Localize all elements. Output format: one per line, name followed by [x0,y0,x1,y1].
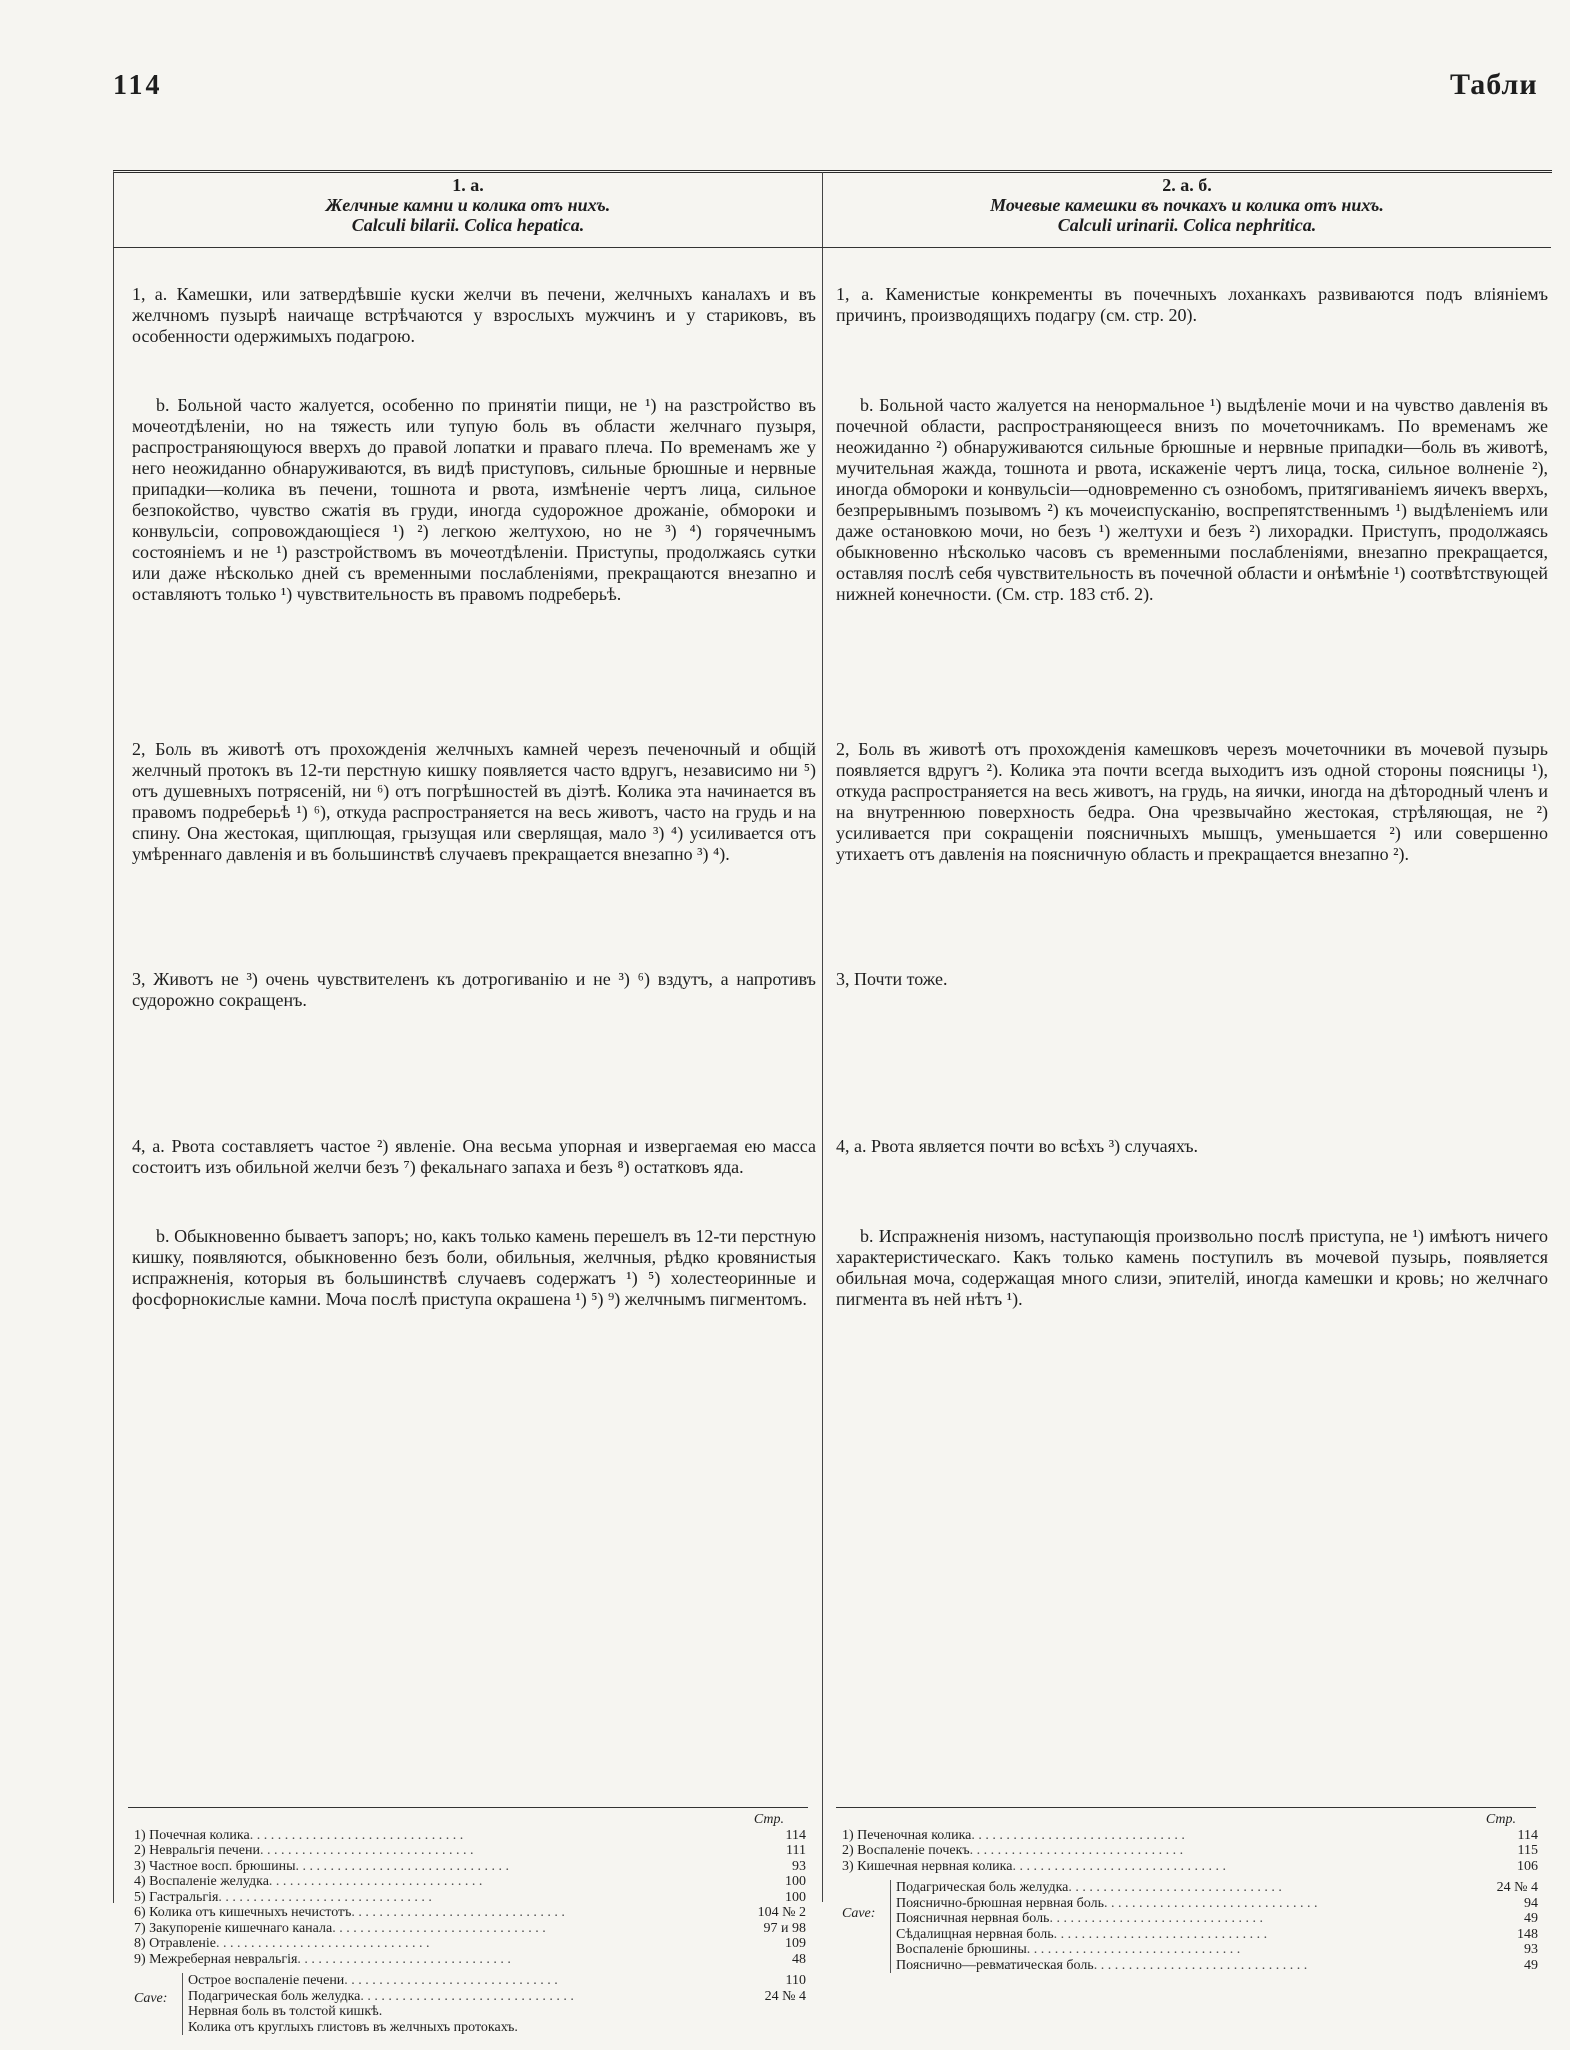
cave-item-page: 24 № 4 [1496,1880,1538,1895]
column-1-title-lat: Calculi bilarii. Colica hepatica. [351,215,585,235]
col1-para-4a: 4, а. Рвота составляетъ частое ²) явленіе. Она весьма упорная и извергаемая ею масса состоитъ изъ обильной желчи безъ ⁷) фекальнаго запаха и безъ ⁸) остатковъ яда. [132,1136,816,1177]
column-2-number: 2. а. б. [1162,175,1212,195]
col2-para-4a: 4, а. Рвота является почти во всѣхъ ³) случаяхъ. [836,1136,1199,1156]
ref-row [134,1936,806,1952]
col2-para-1b: b. Больной часто жалуется на ненормальное ¹) выдѣленіе мочи и на чувство давленія въ почечной области, распространяющееся внизъ по мочеточникамъ. По временамъ же неожиданно ²) обнаруживаются сильные брюшные и нервные припадки—боль въ животѣ, мучительная жажда, тошнота и рвота, искаженіе чертъ лица, тоска, сильное волненіе ²), иногда обмороки и конвульсіи—одновременно съ ознобомъ, притягиваніемъ яичекъ вверхъ, безпрерывнымъ позывомъ ²) къ мочеиспусканію, воспрепятственнымъ ¹) выдѣленіемъ или даже остановкою мочи, но безъ ¹) желтухи и безъ ²) лихорадки. Приступъ, продолжаясь обыкновенно нѣсколько часовъ съ временными послабленіями, внезапно прекращается, оставляя послѣ себя чувствительность въ почечной области и онѣмѣніе ¹) соотвѣтствующей нижней конечности. (См. стр. 183 стб. 2). [836,395,1548,604]
cave-item-label: Поясничная нервная боль [896,1911,1050,1926]
cave-item-page: 93 [1524,1942,1538,1957]
cave-row [188,1973,806,1989]
ref-page: 109 [785,1936,806,1951]
column-1-number: 1. а. [452,175,484,195]
col2-refs-header: Стр. [1485,1812,1516,1827]
ref-label: 2) Невральгія печени [134,1843,260,1858]
ref-row [842,1828,1538,1844]
ref-page: 106 [1517,1858,1538,1874]
cave-item-label: Пояснично-брюшная нервная боль [896,1895,1104,1911]
cave-list [890,1880,1538,1973]
col2-references [842,1812,1538,1973]
col2-cave [842,1880,1538,1973]
column-1-header [118,175,818,245]
ref-page: 100 [785,1889,806,1905]
cave-item-label: Подагрическая боль желудка [896,1880,1069,1895]
cave-item-page: 24 № 4 [764,1988,806,2004]
col2-para-3: 3, Почти тоже. [836,969,948,989]
ref-page: 114 [1517,1827,1538,1843]
cave-row [188,2004,806,2020]
cave-row [896,1880,1538,1896]
running-title: Табли [1450,68,1538,101]
cave-item-label: Пояснично—ревматическая боль [896,1957,1094,1973]
cave-item-label: Нервная боль въ толстой кишкѣ. [188,2004,383,2019]
col1-refs-rule [128,1807,808,1808]
cave-item-label: Воспаленіе брюшины [896,1942,1027,1957]
column-2-header [828,175,1546,245]
ref-row [134,1890,806,1906]
ref-page: 48 [792,1951,806,1967]
ref-page: 93 [792,1858,806,1874]
col1-references [134,1812,806,2035]
ref-row [134,1859,806,1875]
ref-row [842,1843,1538,1859]
ref-label: 2) Воспаленіе почекъ [842,1843,970,1858]
cave-row [188,1989,806,2005]
col2-refs-rule [836,1807,1536,1808]
cave-label: Cave: [134,1991,168,2006]
cave-row [896,1927,1538,1943]
cave-item-page: 94 [1524,1895,1538,1911]
cave-row [896,1911,1538,1927]
col2-para-2: 2, Боль въ животѣ отъ прохожденія камешковъ черезъ мочеточники въ мочевой пузырь появляется вдругъ ²). Колика эта почти всегда выходитъ изъ одной стороны поясницы ¹), откуда распространяется на весь животъ, на грудь, на яички, иногда на дѣтородный членъ и на внутреннюю поверхность бедра. Она чрезвычайно жестокая, стрѣляющая, не ²) усиливается при сокращеніи поясничныхъ мышцъ, уменьшается ²) или совершенно утихаетъ отъ давленія на поясничную область и прекращается внезапно ²). [836,739,1548,864]
cave-item-page: 148 [1517,1926,1538,1942]
cave-item-label: Подагрическая боль желудка [188,1988,361,2004]
ref-label: 6) Колика отъ кишечныхъ нечистотъ [134,1905,352,1920]
cave-label: Cave: [842,1906,876,1921]
ref-page: 97 и 98 [763,1920,806,1936]
ref-label: 8) Отравленіе [134,1936,216,1951]
column-2-title-ru: Мочевые камешки въ почкахъ и колика отъ нихъ. [990,195,1384,215]
ref-row [842,1859,1538,1875]
col1-para-1a: 1, а. Камешки, или затвердѣвшіе куски желчи въ печени, желчныхъ каналахъ и въ желчномъ пузырѣ наичаще встрѣчаются у взрослыхъ мужчинъ и у стариковъ, въ особенности одержимыхъ подагрою. [132,284,816,346]
cave-list [182,1973,806,2035]
cave-item-label: Острое воспаленіе печени [188,1973,345,1988]
ref-label: 1) Печеночная колика [842,1827,972,1843]
cave-row [896,1896,1538,1912]
ref-row [134,1874,806,1890]
ref-page: 111 [786,1843,806,1858]
column-divider [822,172,823,1902]
ref-page: 100 [785,1874,806,1889]
ref-label: 5) Гастральгія [134,1889,219,1905]
page-number: 114 [113,70,163,101]
ref-label: 7) Закупореніе кишечнаго канала [134,1920,333,1936]
ref-label: 9) Межреберная невральгія [134,1951,298,1967]
col1-para-1b: b. Больной часто жалуется, особенно по принятіи пищи, не ¹) на разстройство въ мочеотдѣленіи, но на тяжесть или тупую боль въ области желчнаго пузыря, распространяющуюся вверхъ до правой лопатки и праваго плеча. По временамъ же у него неожиданно обнаруживаются, въ видѣ приступовъ, сильные брюшные и нервные припадки—колика въ печени, тошнота и рвота, измѣненіе чертъ лица, сильное безпокойство, чувство сжатія въ груди, иногда судорожное дрожаніе, обмороки и конвульсіи, сопровождающіеся ¹) ²) легкою желтухою, но не ³) ⁴) горячечнымъ состояніемъ и не ¹) разстройствомъ въ мочеотдѣленіи. Приступы, продолжаясь сутки или даже нѣсколько дней съ временными послабленіями, прекращаются внезапно и оставляютъ только ¹) чувствительность въ правомъ подреберьѣ. [132,395,816,604]
cave-item-page: 49 [1524,1911,1538,1926]
col1-para-4b: b. Обыкновенно бываетъ запоръ; но, какъ только камень перешелъ въ 12-ти перстную кишку, появляются, обыкновенно безъ боли, обильныя, желчныя, рѣдко кровянистыя испражненія, которыя въ большинствѣ случаевъ содержатъ ¹) ⁵) холестеоринные и фосфорнокислые камни. Моча послѣ приступа окрашена ¹) ⁵) ⁹) желчнымъ пигментомъ. [132,1226,816,1309]
ref-row [134,1828,806,1844]
ref-label: 3) Кишечная нервная колика [842,1858,1013,1874]
column-2-title-lat: Calculi urinarii. Colica nephritica. [1057,215,1317,235]
ref-row [134,1952,806,1968]
ref-page: 115 [1517,1843,1538,1858]
col1-cave [134,1973,806,2035]
ref-page: 104 № 2 [757,1905,806,1920]
cave-item-label: Сѣдалищная нервная боль [896,1926,1054,1942]
ref-row [134,1843,806,1859]
cave-item-page: 110 [785,1973,806,1988]
col1-para-2: 2, Боль въ животѣ отъ прохожденія желчныхъ камней черезъ печеночный и общій желчный протокъ въ 12-ти перстную кишку появляется часто вдругъ, независимо ни ⁵) отъ душевныхъ потрясеній, ни ⁶) отъ погрѣшностей въ діэтѣ. Колика эта начинается въ правомъ подреберьѣ ¹) ⁶), откуда распространяется на весь животъ, часто на грудь и на спину. Она жестокая, щиплющая, грызущая или сверлящая, мало ³) ⁴) усиливается отъ умѣреннаго давленія и въ большинствѣ случаевъ прекращается внезапно ³) ⁴). [132,739,816,864]
cave-row [896,1958,1538,1974]
ref-row [134,1905,806,1921]
col2-para-1a: 1, а. Каменистые конкременты въ почечныхъ лоханкахъ развиваются подъ вліяніемъ причинъ, производящихъ подагру (см. стр. 20). [836,284,1548,325]
ref-row [134,1921,806,1937]
col1-refs-header: Стр. [753,1812,784,1827]
cave-item-page: 49 [1524,1957,1538,1973]
ref-page: 114 [785,1827,806,1843]
header-rule [113,247,1551,248]
col2-para-4b: b. Испражненія низомъ, наступающія произвольно послѣ приступа, не ¹) имѣютъ ничего характеристическаго. Какъ только камень поступилъ въ мочевой пузырь, появляется обильная моча, содержащая много слизи, эпителій, иногда камешки и кровь; но желчнаго пигмента въ ней нѣтъ ¹). [836,1226,1548,1309]
column-1-title-ru: Желчные камни и колика отъ нихъ. [325,195,611,215]
ref-label: 4) Воспаленіе желудка [134,1874,269,1889]
ref-label: 3) Частное восп. брюшины [134,1858,296,1874]
cave-row [188,2020,806,2036]
col1-para-3: 3, Животъ не ³) очень чувствителенъ къ дотрогиванію и не ³) ⁶) вздутъ, а напротивъ судорожно сокращенъ. [132,969,816,1010]
ref-label: 1) Почечная колика [134,1827,250,1843]
cave-row [896,1942,1538,1958]
cave-item-label: Колика отъ круглыхъ глистовъ въ желчныхъ протокахъ. [188,2019,518,2035]
